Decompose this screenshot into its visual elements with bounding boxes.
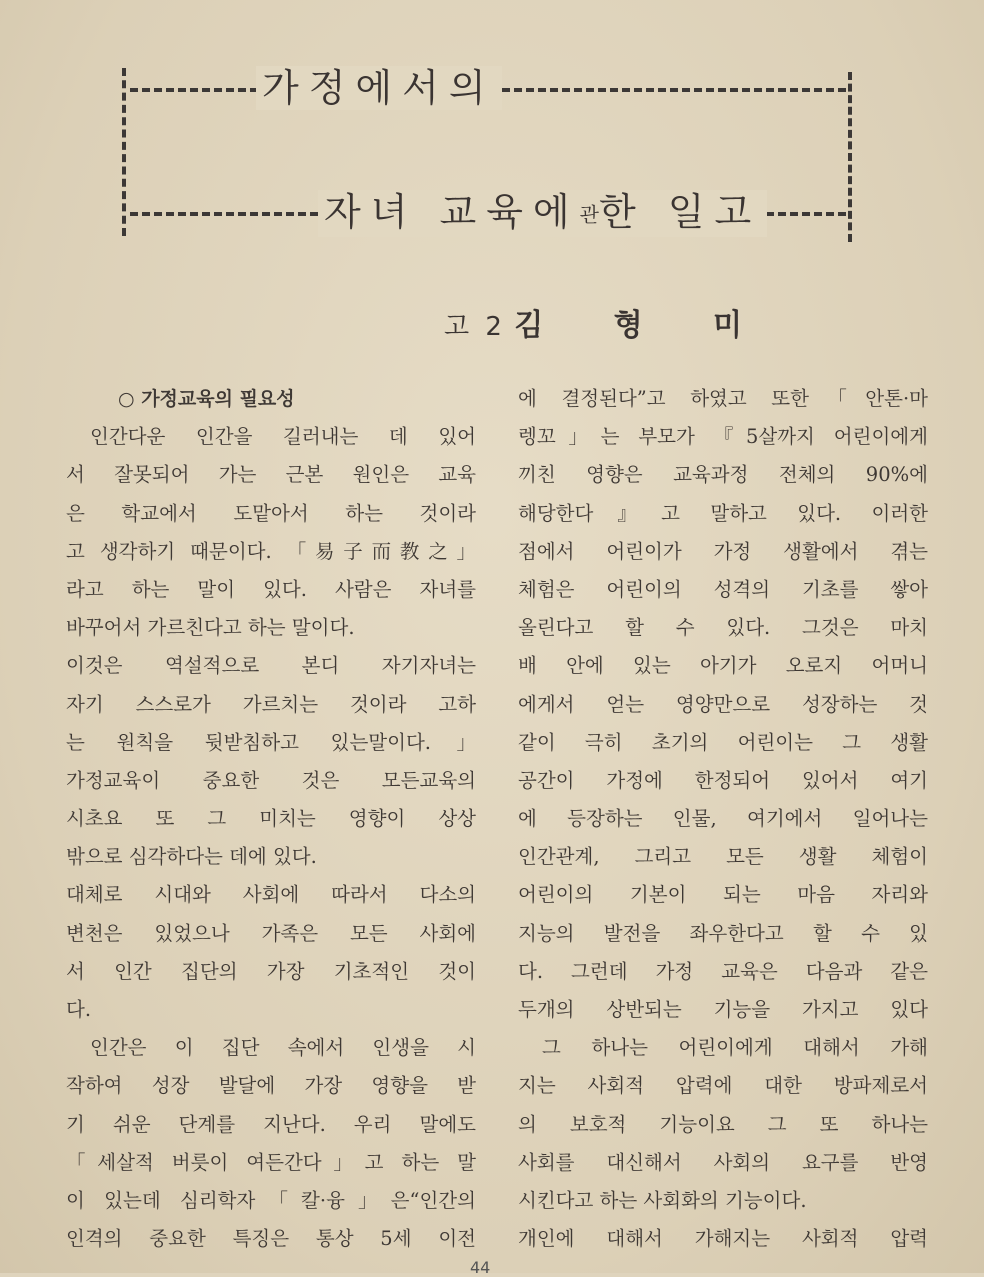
title-line-1 [256, 66, 502, 110]
section-heading: ○ 가정교육의 필요성 [118, 388, 295, 410]
text-line: 올린다고 할 수 있다. 그것은 마치 [518, 616, 928, 640]
text-line: 작하여 성장 발달에 가장 영향을 받 [66, 1074, 476, 1098]
text-line: 시초요 또 그 미치는 영향이 상상 [66, 807, 476, 831]
text-line: 인간관계, 그리고 모든 생활 체험이 [518, 845, 928, 869]
text-line: 지는 사회적 압력에 대한 방파제로서 [518, 1074, 928, 1098]
text-line: 밖으로 심각하다는 데에 있다. [66, 845, 317, 869]
text-line: 체험은 어린이의 성격의 기초를 쌓아 [518, 577, 928, 601]
author-grade: 고 2 [444, 312, 506, 342]
text-line: 어린이의 기본이 되는 마음 자리와 [518, 883, 928, 907]
text-line: 에 등장하는 인물, 여기에서 일어나는 [518, 807, 928, 831]
title-frame-right-border [842, 72, 852, 242]
title-frame-left-border [122, 68, 140, 236]
text-line: 해당한다』고 말하고 있다. 이러한 [518, 501, 928, 525]
text-line: 변천은 있었으나 가족은 모든 사회에 [66, 921, 476, 945]
text-line: 인간은 이 집단 속에서 인생을 시 [90, 1036, 476, 1060]
text-line: 에게서 얻는 영양만으로 성장하는 것 [518, 692, 928, 716]
text-line: 배 안에 있는 아기가 오로지 어머니 [518, 654, 928, 678]
text-line: 인간다운 인간을 길러내는 데 있어 [90, 425, 476, 449]
right-column [518, 380, 928, 1258]
text-line: 시킨다고 하는 사회화의 기능이다. [518, 1188, 807, 1212]
text-line: 이 있는데 심리학자「칼·융」은“인간의 [66, 1188, 476, 1212]
text-line: 바꾸어서 가르친다고 하는 말이다. [66, 616, 355, 640]
text-line: 서 잘못되어 가는 근본 원인은 교육 [66, 463, 476, 487]
page-number: 44 [470, 1258, 491, 1277]
text-line: 렝꼬」는 부모가 『5살까지 어린이에게 [518, 425, 928, 449]
text-line: 서 인간 집단의 가장 기초적인 것이 [66, 959, 476, 983]
text-line: 끼친 영향은 교육과정 전체의 90%에 [518, 463, 928, 487]
text-line: 은 학교에서 도맡아서 하는 것이라 [66, 501, 476, 525]
text-line: 두개의 상반되는 기능을 가지고 있다 [518, 998, 928, 1021]
text-line: 고 생각하기 때문이다. 「易子而教之」 [66, 539, 476, 563]
left-column [66, 380, 476, 1258]
text-line: 이것은 역설적으로 본디 자기자녀는 [66, 654, 476, 678]
title-text-2b: 한 일고 [598, 190, 762, 234]
text-line: 대체로 시대와 사회에 따라서 다소의 [66, 883, 476, 907]
text-line: 같이 극히 초기의 어린이는 그 생활 [518, 730, 928, 754]
text-line: 개인에 대해서 가해지는 사회적 압력 [518, 1227, 928, 1251]
text-line: 에 결정된다”고 하였고 또한「안톤·마 [518, 387, 928, 410]
author-name: 김 형 미 [514, 308, 743, 343]
text-line: 기 쉬운 단계를 지난다. 우리 말에도 [66, 1112, 476, 1136]
text-line: 다. [66, 998, 92, 1021]
text-line: 다. 그런데 가정 교육은 다음과 같은 [518, 959, 928, 983]
text-line: 는 원칙을 뒷받침하고 있는말이다.」 [66, 730, 476, 754]
text-line: 라고 하는 말이 있다. 사람은 자녀를 [66, 577, 476, 601]
text-line: 가정교육이 중요한 것은 모든교육의 [66, 768, 476, 792]
title-text-2a: 자녀 교육에 [324, 190, 580, 234]
title-line-2 [318, 190, 767, 237]
text-line: 사회를 대신해서 사회의 요구를 반영 [518, 1150, 928, 1174]
text-line: 자기 스스로가 가르치는 것이라 고하 [66, 692, 476, 716]
title-text-1: 가정에서의 [262, 66, 496, 110]
author-byline [444, 300, 742, 344]
text-line: 그 하나는 어린이에게 대해서 가해 [542, 1036, 928, 1060]
text-line: 지능의 발전을 좌우한다고 할 수 있 [518, 921, 928, 945]
text-line: 「세살적 버릇이 여든간다」고 하는 말 [66, 1150, 476, 1174]
title-text-2-small: 관 [579, 202, 599, 227]
text-line: 의 보호적 기능이요 그 또 하나는 [518, 1112, 928, 1136]
text-line: 점에서 어린이가 가정 생활에서 겪는 [518, 539, 928, 563]
text-line: 인격의 중요한 특징은 통상 5세 이전 [66, 1227, 476, 1251]
text-line: 공간이 가정에 한정되어 있어서 여기 [518, 768, 928, 792]
